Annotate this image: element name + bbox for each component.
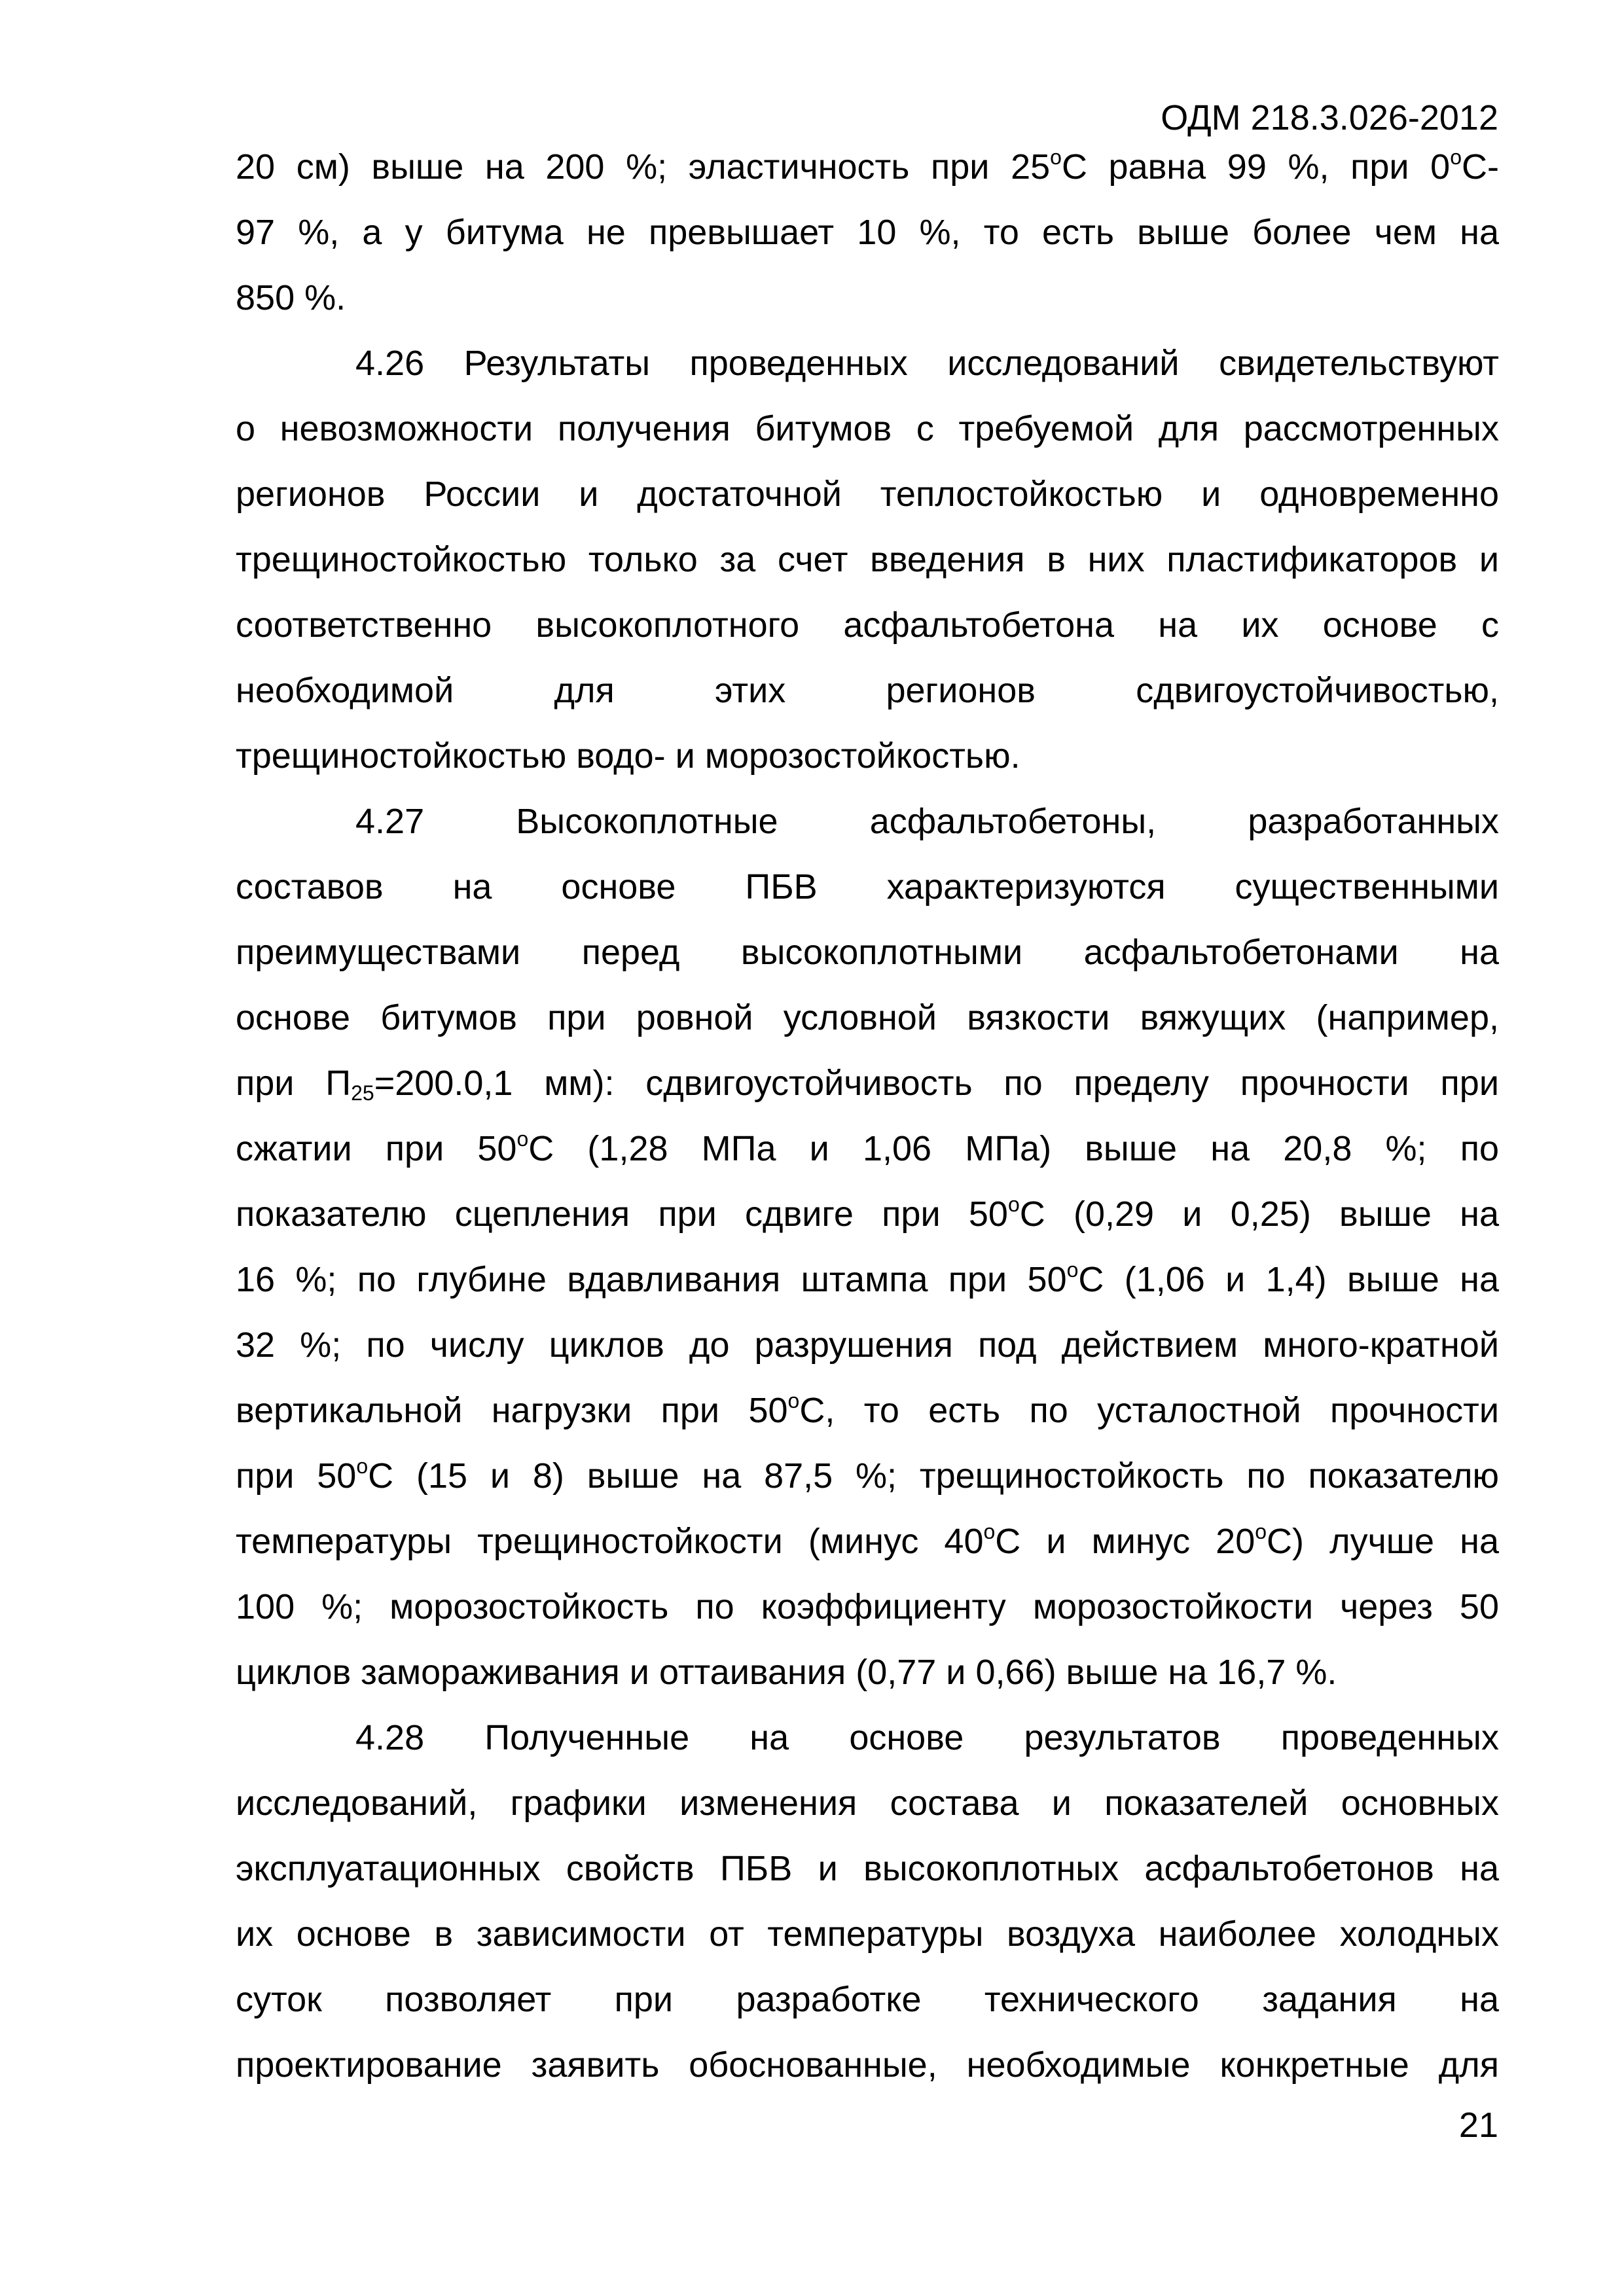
text-line: составов на основе ПБВ характеризуются существенными (236, 867, 1499, 906)
text-line (236, 1520, 1499, 1562)
text-fragment: температуры трещиностойкости (минус 40 (236, 1522, 984, 1561)
text-line: 97 %, а у битума не превышает 10 %, то есть выше более чем на (236, 213, 1499, 252)
paragraph-4-28-first-line: 4.28 Полученные на основе результатов проведенных (355, 1718, 1499, 1757)
text-line (236, 1062, 1499, 1104)
degree-mark: o (983, 1520, 996, 1543)
text-line (236, 146, 1499, 188)
text-line: исследований, графики изменения состава и показателей основных (236, 1784, 1499, 1823)
text-fragment: С- (1462, 147, 1499, 187)
text-line: эксплуатационных свойств ПБВ и высокоплотных асфальтобетонов на (236, 1849, 1499, 1888)
degree-mark: o (356, 1454, 369, 1478)
text-fragment: при П (236, 1064, 352, 1103)
degree-mark: o (1066, 1258, 1079, 1282)
page-number: 21 (1458, 2106, 1498, 2145)
paragraph-4-26-first-line: 4.26 Результаты проведенных исследований свидетельствуют (355, 344, 1499, 383)
text-line: необходимой для этих регионов сдвигоустойчивостью, (236, 671, 1499, 710)
text-line: преимуществами перед высокоплотными асфальтобетонами на (236, 933, 1499, 972)
degree-mark: o (1050, 145, 1062, 169)
text-line: 850 %. (236, 278, 346, 317)
text-fragment: вертикальной нагрузки при 50 (236, 1391, 788, 1430)
text-line (236, 1390, 1499, 1431)
text-fragment: сжатии при 50 (236, 1129, 517, 1168)
text-line: 32 %; по числу циклов до разрушения под действием много-кратной (236, 1325, 1499, 1365)
document-code: ОДМ 218.3.026-2012 (1161, 98, 1498, 137)
text-fragment: С (1,28 МПа и 1,06 МПа) выше на 20,8 %; по (528, 1129, 1499, 1168)
text-line: проектирование заявить обоснованные, необходимые конкретные для (236, 2045, 1499, 2085)
text-line (236, 1193, 1499, 1235)
text-line: соответственно высокоплотного асфальтобетона на их основе с (236, 605, 1499, 645)
text-line: циклов замораживания и оттаивания (0,77 и 0,66) выше на 16,7 %. (236, 1653, 1337, 1692)
text-line: регионов России и достаточной теплостойкостью и одновременно (236, 475, 1499, 514)
text-line (236, 1128, 1499, 1170)
subscript: 25 (351, 1081, 374, 1105)
text-fragment: показателю сцепления при сдвиге при 50 (236, 1194, 1008, 1234)
degree-mark: o (1450, 145, 1462, 169)
paragraph-4-27-first-line: 4.27 Высокоплотные асфальтобетоны, разработанных (355, 802, 1499, 841)
degree-mark: o (1255, 1520, 1267, 1543)
text-line: 100 %; морозостойкость по коэффициенту морозостойкости через 50 (236, 1587, 1499, 1626)
text-line (236, 1455, 1499, 1497)
text-fragment: С (15 и 8) выше на 87,5 %; трещиностойкость по показателю (368, 1456, 1499, 1496)
text-fragment: С) лучше на (1267, 1522, 1499, 1561)
text-fragment: С (0,29 и 0,25) выше на (1019, 1194, 1499, 1234)
text-line: суток позволяет при разработке технического задания на (236, 1980, 1499, 2019)
text-fragment: 20 см) выше на 200 %; эластичность при 25 (236, 147, 1051, 187)
degree-mark: o (787, 1389, 800, 1412)
text-fragment: С и минус 20 (995, 1522, 1255, 1561)
text-fragment: С (1,06 и 1,4) выше на (1078, 1260, 1499, 1299)
text-line (236, 1259, 1499, 1300)
text-line: о невозможности получения битумов с требуемой для рассмотренных (236, 409, 1499, 448)
degree-mark: o (1007, 1193, 1020, 1216)
text-fragment: при 50 (236, 1456, 357, 1496)
text-fragment: 16 %; по глубине вдавливания штампа при 50 (236, 1260, 1067, 1299)
text-line: трещиностойкостью только за счет введения в них пластификаторов и (236, 540, 1499, 579)
degree-mark: o (516, 1127, 529, 1151)
text-line: основе битумов при ровной условной вязкости вяжущих (например, (236, 998, 1499, 1037)
text-fragment: С, то есть по усталостной прочности (799, 1391, 1499, 1430)
text-line: их основе в зависимости от температуры воздуха наиболее холодных (236, 1914, 1499, 1954)
text-fragment: С равна 99 %, при 0 (1061, 147, 1451, 187)
text-fragment: =200.0,1 мм): сдвигоустойчивость по пределу прочности при (374, 1064, 1499, 1103)
text-line: трещиностойкостью водо- и морозостойкостью. (236, 736, 1020, 776)
